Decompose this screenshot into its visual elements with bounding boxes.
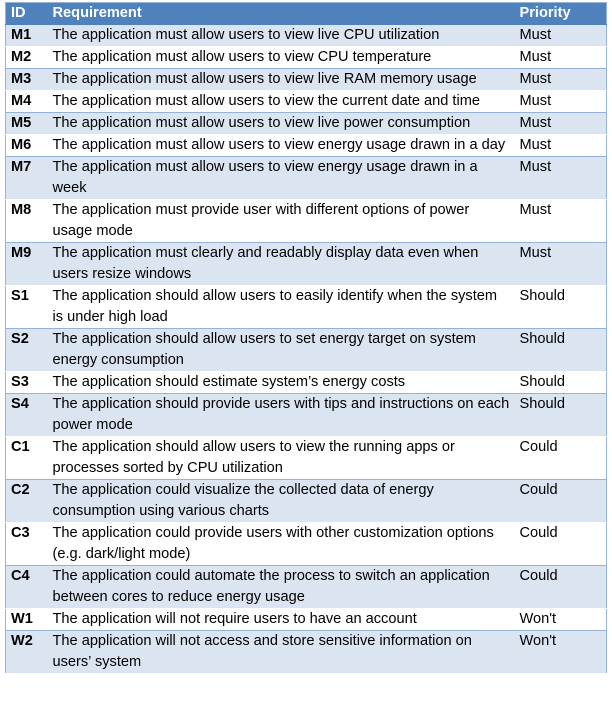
table-row — [6, 113, 607, 135]
row-requirement-cell: The application will not require users to have an account — [48, 609, 515, 631]
row-id-cell: C4 — [6, 566, 48, 609]
row-id-cell: M8 — [6, 200, 48, 243]
row-requirement-cell: The application must provide user with different options of power usage mode — [48, 200, 515, 243]
row-priority-cell: Should — [515, 329, 607, 372]
row-requirement-cell: The application must clearly and readably display data even when users resize windows — [48, 243, 515, 286]
row-id-cell: C2 — [6, 480, 48, 523]
row-priority-cell: Should — [515, 286, 607, 329]
table-row — [6, 372, 607, 394]
row-requirement-cell: The application must allow users to view the current date and time — [48, 91, 515, 113]
table-header-row — [6, 3, 607, 25]
table-row — [6, 394, 607, 437]
row-id-cell: M2 — [6, 47, 48, 69]
row-requirement-cell: The application must allow users to view live RAM memory usage — [48, 69, 515, 91]
row-requirement-cell: The application will not access and store sensitive information on users’ system — [48, 631, 515, 674]
row-priority-cell: Could — [515, 523, 607, 566]
table-row — [6, 200, 607, 243]
row-requirement-cell: The application must allow users to view live power consumption — [48, 113, 515, 135]
table-row — [6, 631, 607, 674]
row-requirement-cell: The application must allow users to view CPU temperature — [48, 47, 515, 69]
requirements-table — [5, 2, 607, 674]
row-priority-cell: Must — [515, 135, 607, 157]
row-priority-cell: Must — [515, 243, 607, 286]
row-priority-cell: Could — [515, 437, 607, 480]
table-row — [6, 523, 607, 566]
table-body — [6, 25, 607, 674]
row-id-cell: W1 — [6, 609, 48, 631]
row-priority-cell: Must — [515, 69, 607, 91]
row-requirement-cell: The application could automate the process to switch an application between cores to reduce energy usage — [48, 566, 515, 609]
row-id-cell: C1 — [6, 437, 48, 480]
table-row — [6, 25, 607, 47]
row-requirement-cell: The application must allow users to view energy usage drawn in a week — [48, 157, 515, 200]
row-id-cell: S2 — [6, 329, 48, 372]
row-priority-cell: Must — [515, 113, 607, 135]
table-row — [6, 609, 607, 631]
row-requirement-cell: The application should allow users to set energy target on system energy consumption — [48, 329, 515, 372]
row-id-cell: M3 — [6, 69, 48, 91]
row-priority-cell: Won't — [515, 631, 607, 674]
row-id-cell: M5 — [6, 113, 48, 135]
table-row — [6, 135, 607, 157]
requirements-table-container — [5, 2, 606, 674]
row-id-cell: M4 — [6, 91, 48, 113]
row-requirement-cell: The application could visualize the collected data of energy consumption using various charts — [48, 480, 515, 523]
row-priority-cell: Won't — [515, 609, 607, 631]
row-requirement-cell: The application should estimate system’s energy costs — [48, 372, 515, 394]
row-id-cell: S1 — [6, 286, 48, 329]
table-row — [6, 69, 607, 91]
table-row — [6, 480, 607, 523]
header-priority: Priority — [515, 3, 607, 25]
row-priority-cell: Must — [515, 157, 607, 200]
row-priority-cell: Could — [515, 566, 607, 609]
row-priority-cell: Must — [515, 25, 607, 47]
table-row — [6, 91, 607, 113]
row-requirement-cell: The application should provide users with tips and instructions on each power mode — [48, 394, 515, 437]
row-id-cell: S4 — [6, 394, 48, 437]
table-row — [6, 243, 607, 286]
row-id-cell: M9 — [6, 243, 48, 286]
header-requirement: Requirement — [48, 3, 515, 25]
row-priority-cell: Should — [515, 372, 607, 394]
table-row — [6, 566, 607, 609]
table-row — [6, 286, 607, 329]
row-requirement-cell: The application must allow users to view energy usage drawn in a day — [48, 135, 515, 157]
row-id-cell: M7 — [6, 157, 48, 200]
row-id-cell: W2 — [6, 631, 48, 674]
row-id-cell: S3 — [6, 372, 48, 394]
row-id-cell: M1 — [6, 25, 48, 47]
row-priority-cell: Must — [515, 200, 607, 243]
table-row — [6, 329, 607, 372]
row-priority-cell: Should — [515, 394, 607, 437]
row-id-cell: M6 — [6, 135, 48, 157]
header-id: ID — [6, 3, 48, 25]
row-priority-cell: Could — [515, 480, 607, 523]
row-priority-cell: Must — [515, 91, 607, 113]
row-priority-cell: Must — [515, 47, 607, 69]
row-requirement-cell: The application could provide users with other customization options (e.g. dark/light mode) — [48, 523, 515, 566]
row-requirement-cell: The application must allow users to view live CPU utilization — [48, 25, 515, 47]
row-requirement-cell: The application should allow users to easily identify when the system is under high load — [48, 286, 515, 329]
table-row — [6, 47, 607, 69]
row-id-cell: C3 — [6, 523, 48, 566]
row-requirement-cell: The application should allow users to view the running apps or processes sorted by CPU utilization — [48, 437, 515, 480]
table-row — [6, 157, 607, 200]
table-row — [6, 437, 607, 480]
